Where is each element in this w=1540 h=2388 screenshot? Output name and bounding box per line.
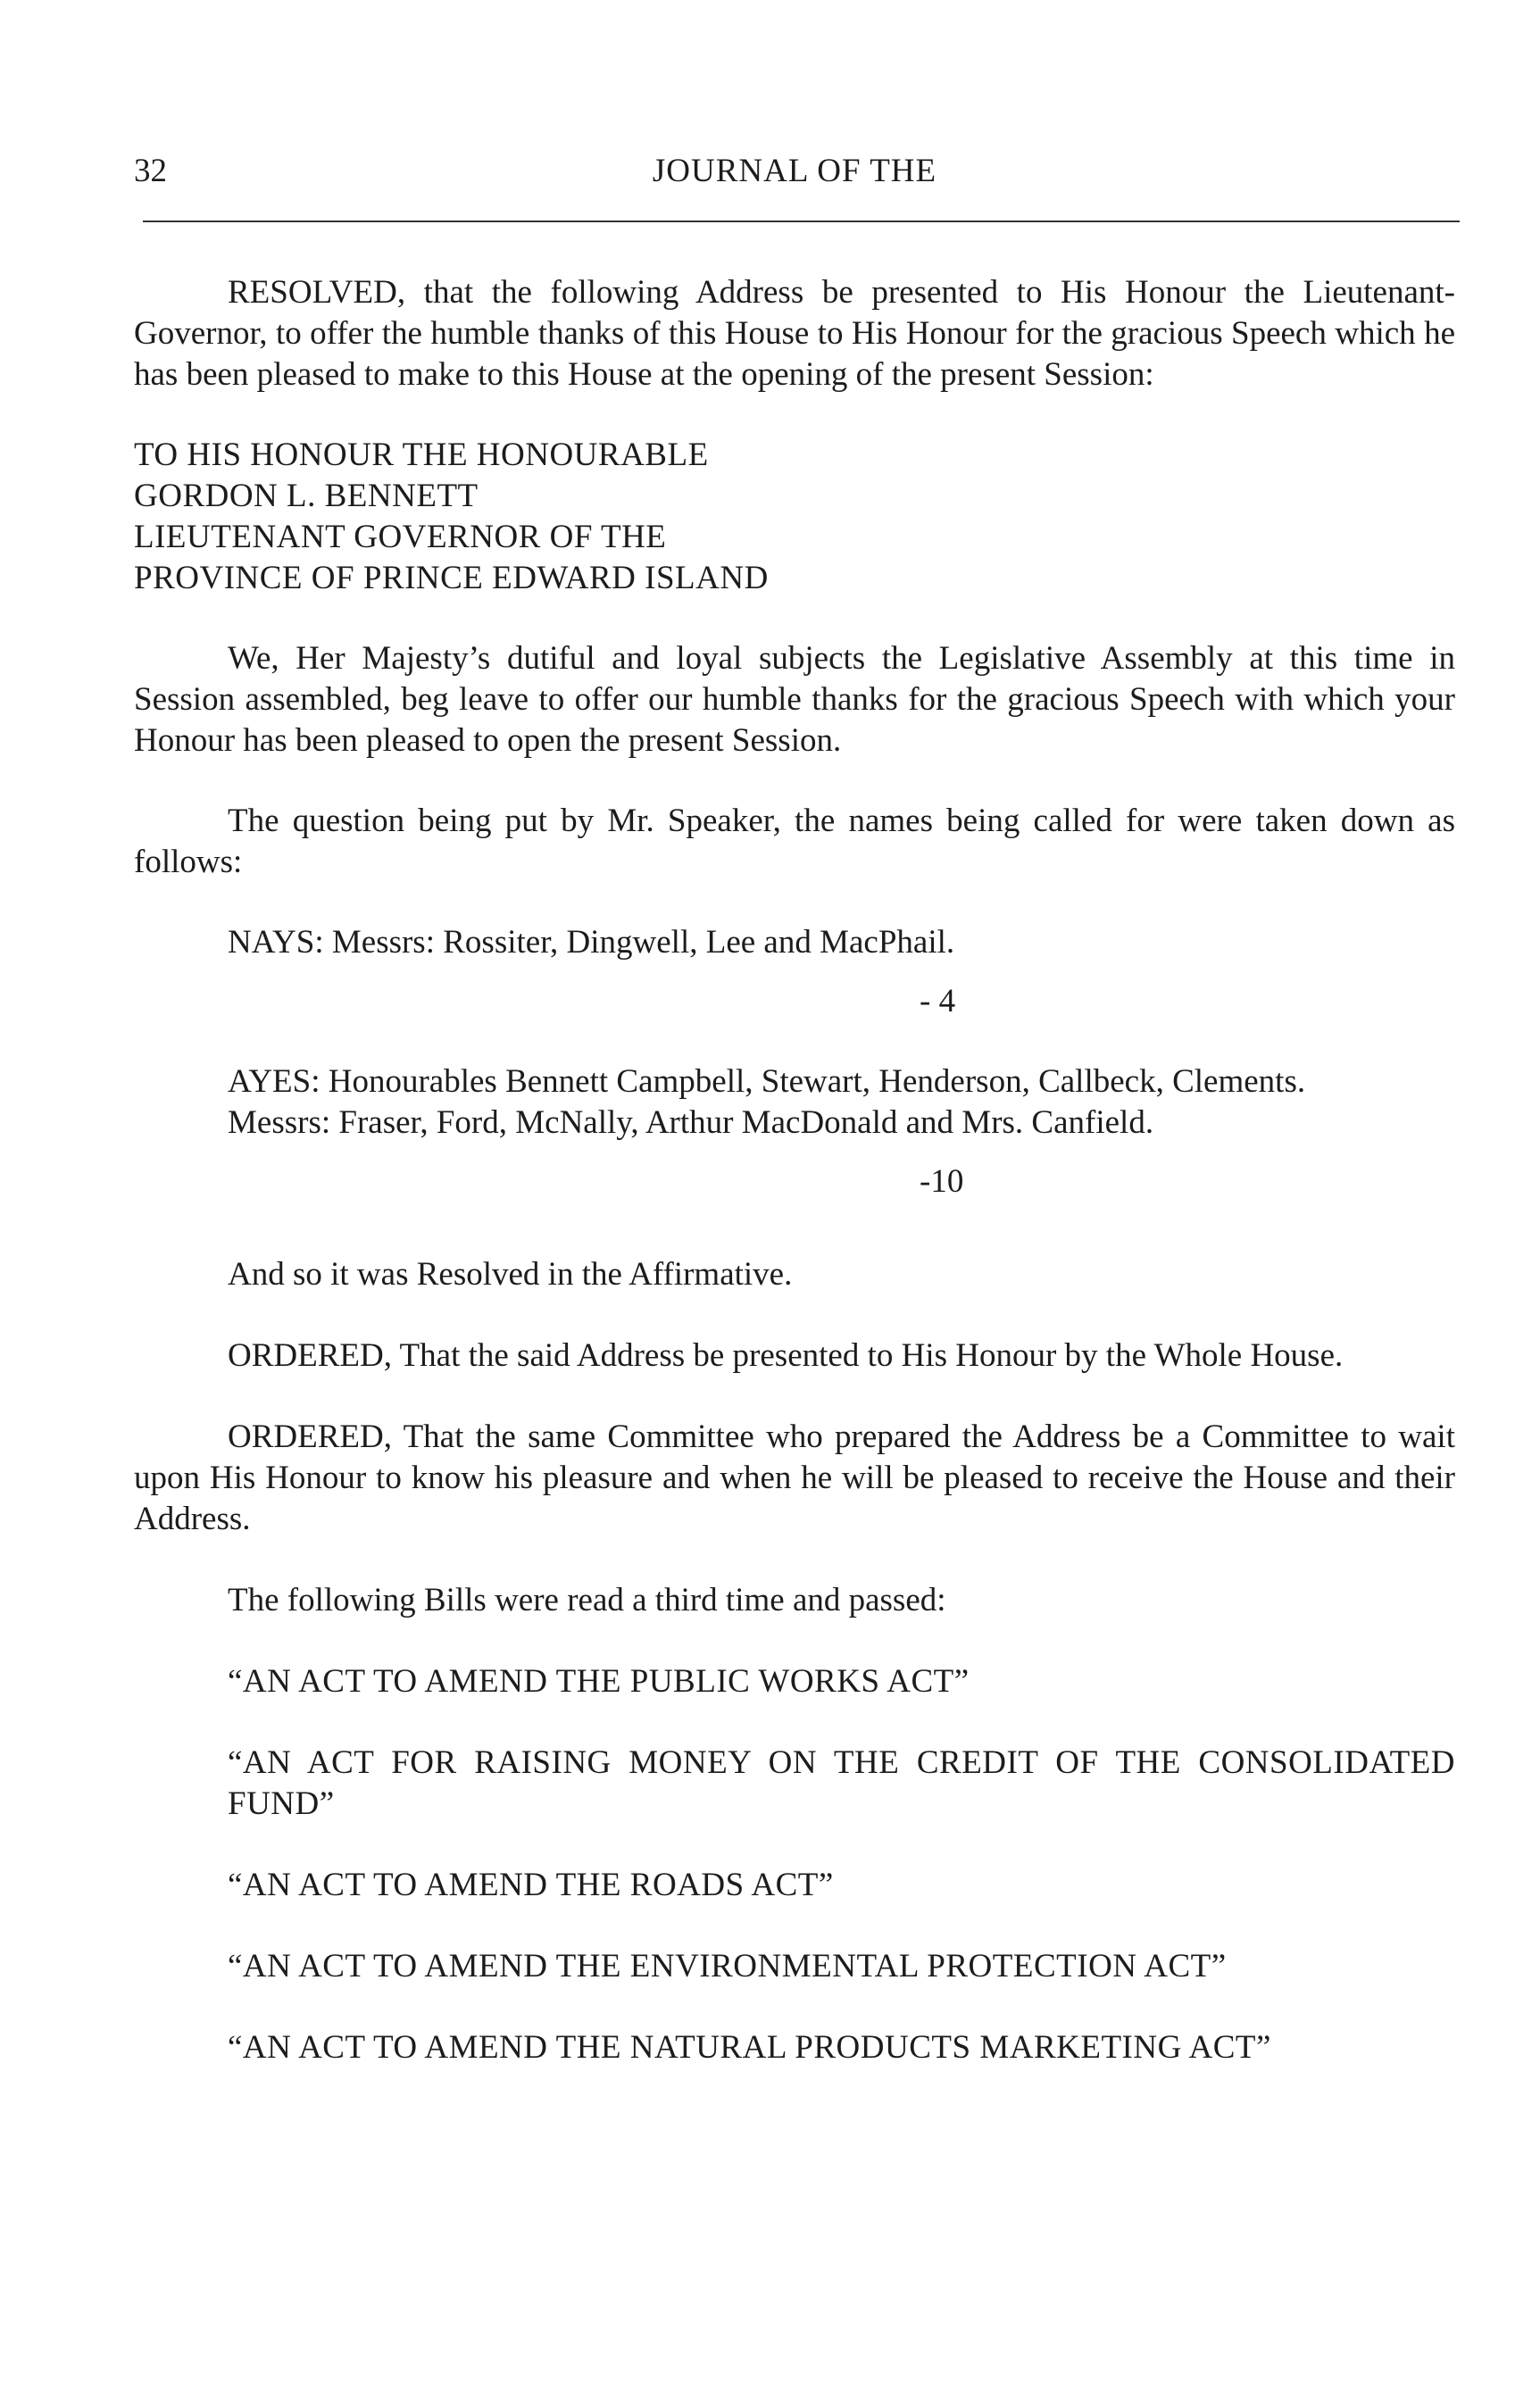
ayes-count: -10 bbox=[920, 1163, 964, 1200]
bill-title: “AN ACT TO AMEND THE PUBLIC WORKS ACT” bbox=[228, 1663, 970, 1700]
bill-title: “AN ACT TO AMEND THE NATURAL PRODUCTS MARKETING ACT” bbox=[228, 2029, 1271, 2066]
bill-title: “AN ACT TO AMEND THE ENVIRONMENTAL PROTECTION ACT” bbox=[228, 1948, 1227, 1984]
address-line: TO HIS HONOUR THE HONOURABLE bbox=[134, 437, 709, 473]
nays-count: - 4 bbox=[920, 983, 956, 1019]
ayes-line: AYES: Honourables Bennett Campbell, Stewart, Henderson, Callbeck, Clements. bbox=[228, 1063, 1306, 1100]
address-heading bbox=[134, 435, 1455, 599]
resolved-paragraph: RESOLVED, that the following Address be presented to His Honour the Lieutenant-Governor, to offer the humble thanks of this House to His Honour for the gracious Speech which he has been pleased to make to this House at the opening of the present Session: bbox=[134, 274, 1455, 393]
running-title: JOURNAL OF THE bbox=[652, 153, 937, 189]
journal-body bbox=[134, 272, 1455, 2068]
page-number: 32 bbox=[134, 153, 167, 189]
address-text-paragraph: We, Her Majesty’s dutiful and loyal subjects the Legislative Assembly at this time in Session assembled, beg leave to offer our humble thanks for the gracious Speech with which your Honour has been pleased to open the present Session. bbox=[134, 640, 1455, 759]
ordered-paragraph: ORDERED, That the same Committee who prepared the Address be a Committee to wait upon His Honour to know his pleasure and when he will be pleased to receive the House and their Address. bbox=[134, 1419, 1455, 1537]
journal-page bbox=[134, 0, 1455, 2388]
address-line: GORDON L. BENNETT bbox=[134, 478, 479, 514]
question-paragraph: The question being put by Mr. Speaker, the names being called for were taken down as follows: bbox=[134, 803, 1455, 880]
affirmative-paragraph: And so it was Resolved in the Affirmative. bbox=[228, 1256, 793, 1293]
address-line: PROVINCE OF PRINCE EDWARD ISLAND bbox=[134, 560, 769, 596]
ayes-line: Messrs: Fraser, Ford, McNally, Arthur MacDonald and Mrs. Canfield. bbox=[228, 1104, 1154, 1141]
address-line: LIEUTENANT GOVERNOR OF THE bbox=[134, 519, 667, 555]
bill-title: “AN ACT FOR RAISING MONEY ON THE CREDIT OF THE CONSOLIDATED FUND” bbox=[228, 1744, 1455, 1822]
page-header bbox=[134, 152, 1455, 196]
ordered-paragraph: ORDERED, That the said Address be presented to His Honour by the Whole House. bbox=[228, 1337, 1344, 1374]
header-rule bbox=[143, 220, 1460, 222]
bill-title: “AN ACT TO AMEND THE ROADS ACT” bbox=[228, 1867, 834, 1903]
bills-intro: The following Bills were read a third time and passed: bbox=[228, 1582, 946, 1618]
nays-line: NAYS: Messrs: Rossiter, Dingwell, Lee and MacPhail. bbox=[228, 924, 955, 961]
